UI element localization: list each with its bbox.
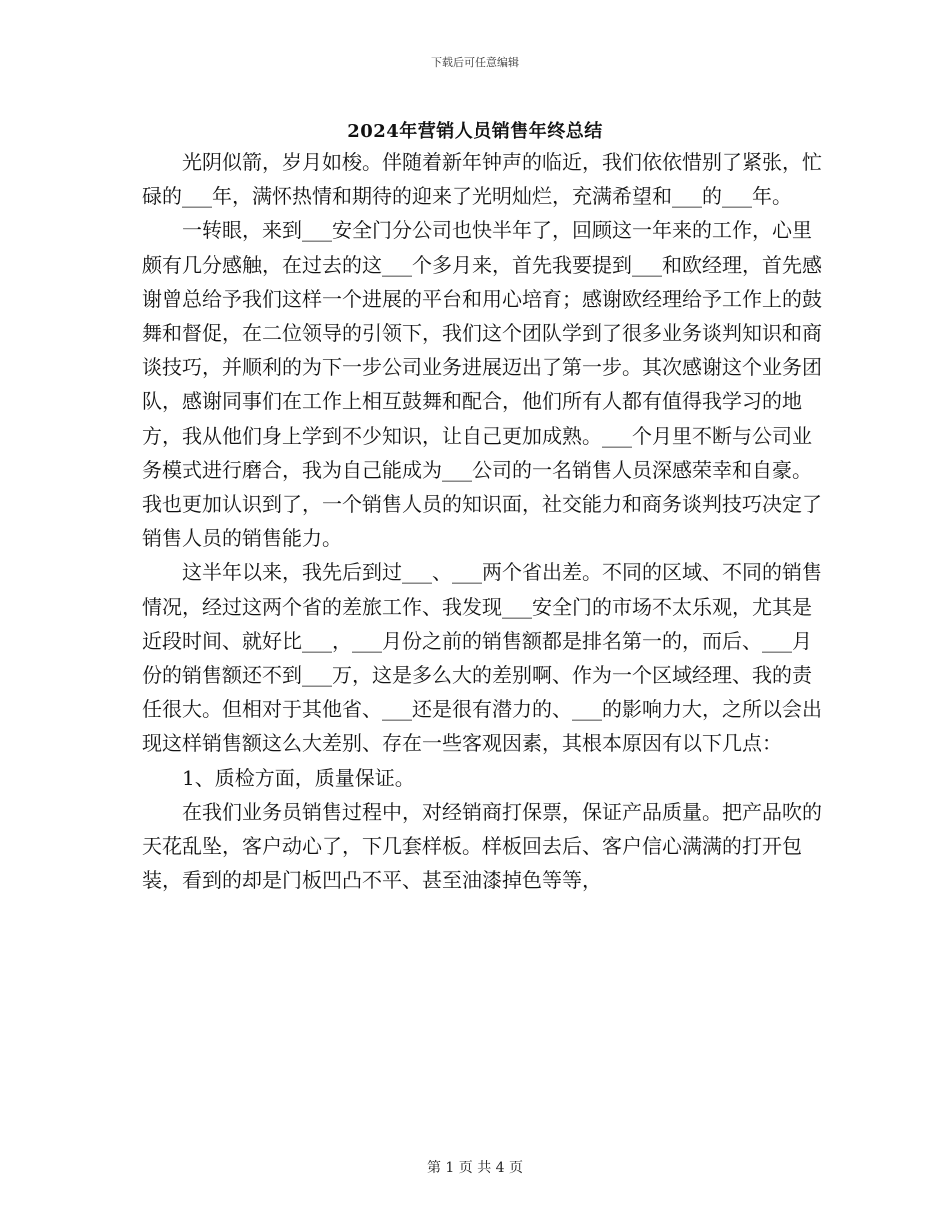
header-note: 下载后可任意编辑 xyxy=(431,56,519,69)
document-title: 2024年营销人员销售年终总结 xyxy=(347,121,603,142)
document-body xyxy=(142,145,822,897)
paragraph-5: 在我们业务员销售过程中，对经销商打保票，保证产品质量。把产品吹的天花乱坠，客户动心了，下几套样板。样板回去后、客户信心满满的打开包装，看到的却是门板凹凸不平、甚至油漆掉色等等， xyxy=(142,799,822,893)
paragraph-1: 光阴似箭，岁月如梭。伴随着新年钟声的临近，我们依依惜别了紧张，忙碌的___年，满怀热情和期待的迎来了光明灿烂，充满希望和___的___年。 xyxy=(142,150,822,209)
page-number: 第 1 页 共 4 页 xyxy=(426,1160,524,1176)
paragraph-4-heading: 1、质检方面，质量保证。 xyxy=(182,765,415,790)
paragraph-3: 这半年以来，我先后到过___、___两个省出差。不同的区域、不同的销售情况，经过这两个省的差旅工作、我发现___安全门的市场不太乐观，尤其是近段时间、就好比___，___月份之前的销售额都是排名第一的，而后、___月份的销售额还不到___万，这是多么大的差别啊、作为一个区域经理、我的责任很大。但相对于其他省、___还是很有潜力的、___的影响力大，之所以会出现这样销售额这么大差别、存在一些客观因素，其根本原因有以下几点： xyxy=(142,560,822,756)
paragraph-2: 一转眼，来到___安全门分公司也快半年了，回顾这一年来的工作，心里颇有几分感触，在过去的这___个多月来，首先我要提到___和欧经理，首先感谢曾总给予我们这样一个进展的平台和用心培育；感谢欧经理给予工作上的鼓舞和督促，在二位领导的引领下，我们这个团队学到了很多业务谈判知识和商谈技巧，并顺利的为下一步公司业务进展迈出了第一步。其次感谢这个业务团队，感谢同事们在工作上相互鼓舞和配合，他们所有人都有值得我学习的地方，我从他们身上学到不少知识，让自己更加成熟。___个月里不断与公司业务模式进行磨合，我为自己能成为___公司的一名销售人员深感荣幸和自豪。我也更加认识到了，一个销售人员的知识面，社交能力和商务谈判技巧决定了销售人员的销售能力。 xyxy=(142,218,822,551)
